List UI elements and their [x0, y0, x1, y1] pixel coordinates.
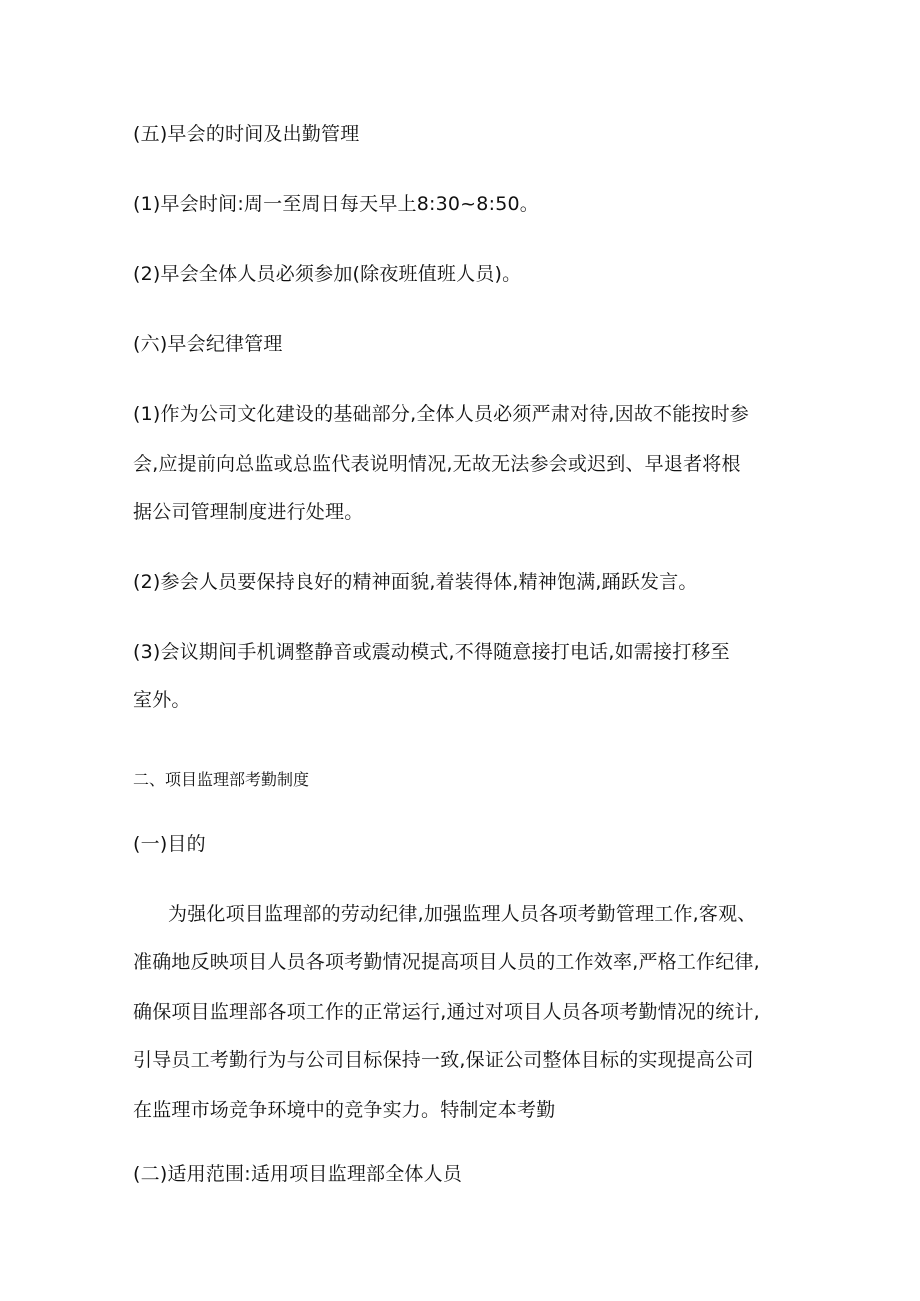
paragraph-discipline-3-line1: (3)会议期间手机调整静音或震动模式,不得随意接打电话,如需接打移至: [133, 641, 730, 663]
paragraph-discipline-1-line3: 据公司管理制度进行处理。: [133, 501, 364, 523]
heading-purpose: (一)目的: [133, 833, 206, 855]
heading-morning-meeting-time: (五)早会的时间及出勤管理: [133, 123, 360, 145]
paragraph-purpose-line5: 在监理市场竞争环境中的竞争实力。特制定本考勤: [133, 1099, 556, 1121]
heading-scope: (二)适用范围:适用项目监理部全体人员: [133, 1163, 463, 1185]
paragraph-discipline-1-line1: (1)作为公司文化建设的基础部分,全体人员必须严肃对待,因故不能按时参: [133, 403, 749, 425]
paragraph-purpose-line2: 准确地反映项目人员各项考勤情况提高项目人员的工作效率,严格工作纪律,: [133, 951, 760, 973]
paragraph-purpose-line1: 为强化项目监理部的劳动纪律,加强监理人员各项考勤管理工作,客观、: [168, 903, 757, 925]
heading-meeting-discipline: (六)早会纪律管理: [133, 333, 283, 355]
paragraph-discipline-1-line2: 会,应提前向总监或总监代表说明情况,无故无法参会或迟到、早退者将根: [133, 453, 741, 475]
section-title-attendance-system: 二、项目监理部考勤制度: [133, 770, 310, 789]
paragraph-discipline-3-line2: 室外。: [133, 689, 191, 711]
paragraph-purpose-line3: 确保项目监理部各项工作的正常运行,通过对项目人员各项考勤情况的统计,: [133, 1001, 760, 1023]
paragraph-discipline-2: (2)参会人员要保持良好的精神面貌,着装得体,精神饱满,踊跃发言。: [133, 571, 698, 593]
paragraph-purpose-line4: 引导员工考勤行为与公司目标保持一致,保证公司整体目标的实现提高公司: [133, 1049, 754, 1071]
paragraph-meeting-attendance: (2)早会全体人员必须参加(除夜班值班人员)。: [133, 263, 522, 285]
paragraph-meeting-time: (1)早会时间:周一至周日每天早上8:30~8:50。: [133, 193, 539, 215]
